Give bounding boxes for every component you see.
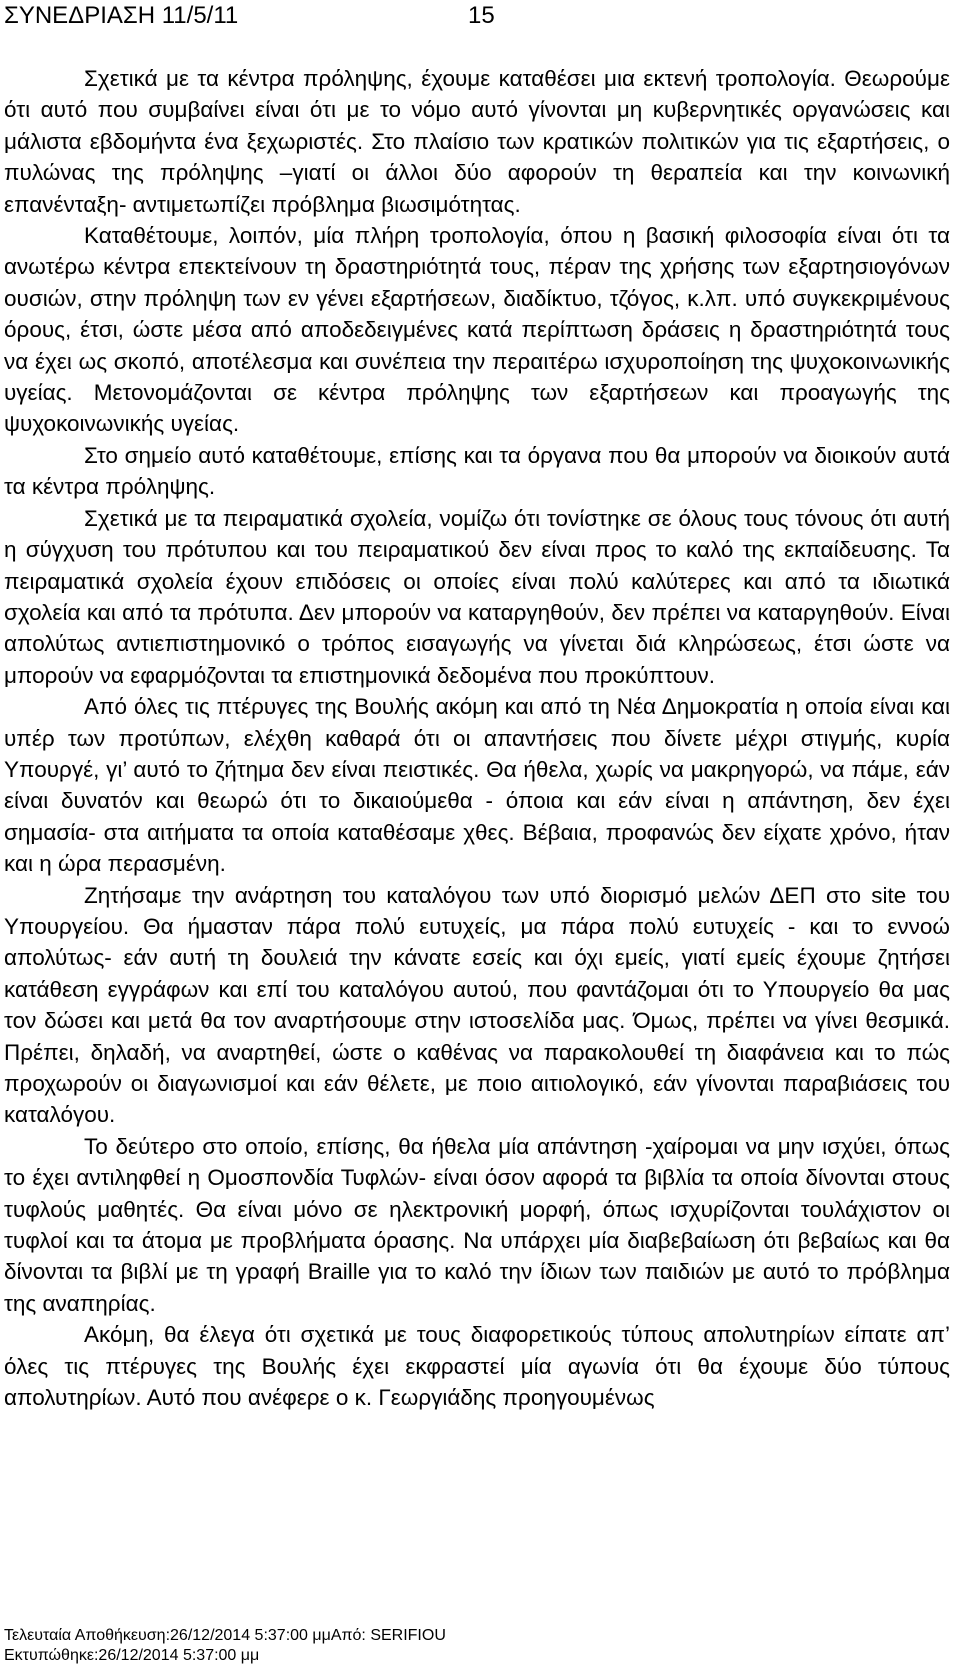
paragraph: Στο σημείο αυτό καταθέτουμε, επίσης και τα όργανα που θα μπορούν να διοικούν αυτά τα κέντρα πρόληψης. [4, 442, 950, 500]
page-footer [4, 1626, 446, 1666]
paragraph: Σχετικά με τα κέντρα πρόληψης, έχουμε καταθέσει μια εκτενή τροπολογία. Θεωρούμε ότι αυτό που συμβαίνει είναι ότι με το νόμο αυτό γίνονται μη κυβερνητικές οργανώσεις και μάλιστα εβδομήντα ένα ξεχωριστές. Στο πλαίσιο των κρατικών πολιτικών για τις εξαρτήσεις, ο πυλώνας της πρόληψης –γιατί οι άλλοι δύο αφορούν τη θεραπεία και την κοινωνική επανένταξη- αντιμετωπίζει πρόβλημα βιωσιμότητας. [4, 66, 950, 217]
paragraph: Το δεύτερο στο οποίο, επίσης, θα ήθελα μία απάντηση -χαίρομαι να μην ισχύει, όπως το έχει αντιληφθεί η Ομοσπονδία Τυφλών- είναι όσον αφορά τα βιβλία τα οποία δίνονται στους τυφλούς μαθητές. Θα είναι μόνο σε ηλεκτρονική μορφή, όπως ισχυρίζονται τουλάχιστον οι τυφλοί και τα άτομα με προβλήματα όρασης. Να υπάρχει μία διαβεβαίωση ότι βεβαίως και θα δίνονται τα βιβλί με τη γραφή Braille για το καλό την ίδιων των παιδιών με αυτό το πρόβλημα της αναπηρίας. [4, 1133, 950, 1316]
session-title: ΣΥΝΕΔΡΙΑΣΗ 11/5/11 [4, 2, 239, 29]
paragraph: Ακόμη, θα έλεγα ότι σχετικά με τους διαφορετικούς τύπους απολυτηρίων είπατε απ’ όλες τις πτέρυγες της Βουλής έχει εκφραστεί μία αγωνία ότι θα έχουμε δύο τύπους απολυτηρίων. Αυτό που ανέφερε ο κ. Γεωργιάδης προηγουμένως [4, 1322, 950, 1411]
page-number: 15 [468, 2, 495, 29]
paragraph: Από όλες τις πτέρυγες της Βουλής ακόμη και από τη Νέα Δημοκρατία η οποία είναι και υπέρ των προτύπων, ελέχθη καθαρά ότι οι απαντήσεις που δίνετε μέχρι στιγμής, κυρία Υπουργέ, γι’ αυτό το ζήτημα δεν είναι πειστικές. Θα ήθελα, χωρίς να μακρηγορώ, να πάμε, εάν είναι δυνατόν και θεωρώ ότι το δικαιούμεθα - όποια και εάν είναι η απάντηση, δεν έχει σημασία- στα αιτήματα τα οποία καταθέσαμε χθες. Βέβαια, προφανώς δεν είχατε χρόνο, ήταν και η ώρα περασμένη. [4, 694, 950, 877]
document-body [4, 63, 950, 1413]
paragraph: Καταθέτουμε, λοιπόν, μία πλήρη τροπολογία, όπου η βασική φιλοσοφία είναι ότι τα ανωτέρω κέντρα επεκτείνουν τη δραστηριότητά τους, πέραν της χρήσης των εξαρτησιογόνων ουσιών, στην πρόληψη των εν γένει εξαρτήσεων, διαδίκτυο, τζόγος, κ.λπ. υπό συγκεκριμένους όρους, έτσι, ώστε μέσα από αποδεδειγμένες κατά περίπτωση δράσεις η δραστηριότητά τους να έχει ως σκοπό, αποτέλεσμα και συνέπεια την περαιτέρω ισχυροποίηση της ψυχοκοινωνικής υγείας. Μετονομάζονται σε κέντρα πρόληψης των εξαρτήσεων και προαγωγής της ψυχοκοινωνικής υγείας. [4, 223, 950, 437]
printed-line: Εκτυπώθηκε:26/12/2014 5:37:00 μμ [4, 1647, 260, 1664]
last-saved-line: Τελευταία Αποθήκευση:26/12/2014 5:37:00 μμΑπό: SERIFIOU [4, 1627, 446, 1644]
paragraph: Σχετικά με τα πειραματικά σχολεία, νομίζω ότι τονίστηκε σε όλους τους τόνους ότι αυτή η σύγχυση του πρότυπου και του πειραματικού δεν είναι προς το καλό της εκπαίδευσης. Τα πειραματικά σχολεία έχουν επιδόσεις οι οποίες είναι πολύ καλύτερες και από τα ιδιωτικά σχολεία και από τα πρότυπα. Δεν μπορούν να καταργηθούν, δεν πρέπει να καταργηθούν. Είναι απολύτως αντιεπιστημονικό ο τρόπος εισαγωγής να γίνεται διά κληρώσεως, έτσι ώστε να μπορούν να εφαρμόζονται τα επιστημονικά δεδομένα που προκύπτουν. [4, 505, 950, 688]
paragraph: Ζητήσαμε την ανάρτηση του καταλόγου των υπό διορισμό μελών ΔΕΠ στο site του Υπουργείου. Θα ήμασταν πάρα πολύ ευτυχείς, μα πάρα πολύ ευτυχείς - και το εννοώ απολύτως- εάν αυτή τη δουλειά την κάνατε εσείς και όχι εμείς, γιατί εμείς έχουμε ζητήσει κατάθεση εγγράφων και επί του καταλόγου αυτού, που φαντάζομαι ότι το Υπουργείο θα μας τον δώσει και μετά θα τον αναρτήσουμε στην ιστοσελίδα μας. Όμως, πρέπει να γίνει θεσμικά. Πρέπει, δηλαδή, να αναρτηθεί, ώστε ο καθένας να παρακολουθεί τη διαφάνεια και το πώς προχωρούν οι διαγωνισμοί και εάν θέλετε, με ποιο αιτιολογικό, εάν γίνονται παραβιάσεις του καταλόγου. [4, 882, 950, 1128]
